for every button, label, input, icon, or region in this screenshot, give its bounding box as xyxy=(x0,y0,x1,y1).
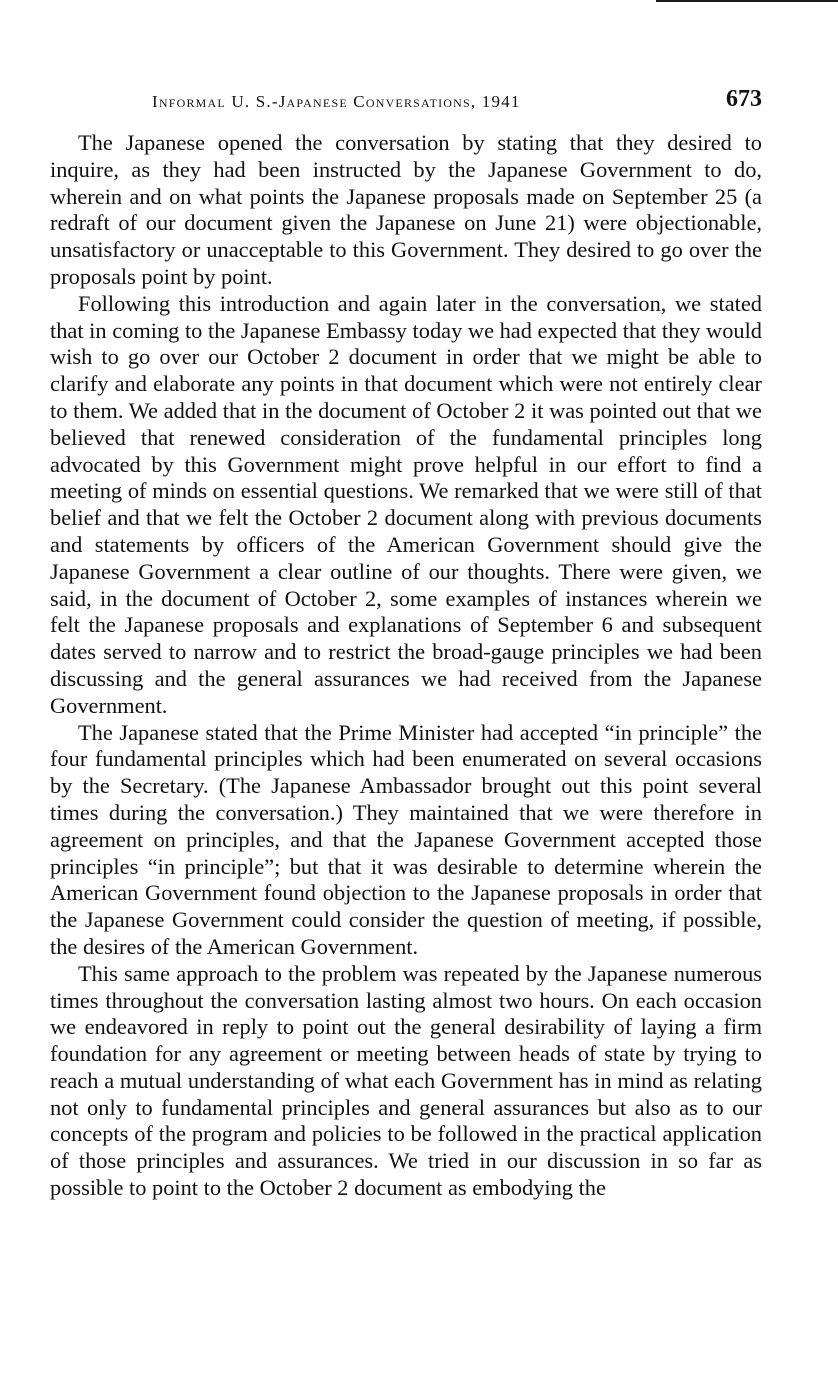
paragraph: Following this introduction and again later in the conversation, we stated that in coming to the Japanese Embassy today we had expected that they would wish to go over our October 2 document in order that we might be able to clarify and elaborate any points in that document which were not entirely clear to them. We added that in the document of October 2 it was pointed out that we believed that renewed consideration of the fundamental principles long advocated by this Government might prove helpful in our effort to find a meeting of minds on essential questions. We remarked that we were still of that belief and that we felt the October 2 document along with previous documents and statements by officers of the American Government should give the Japanese Government a clear outline of our thoughts. There were given, we said, in the document of October 2, some examples of instances wherein we felt the Japanese proposals and explanations of September 6 and subsequent dates served to narrow and to restrict the broad-gauge principles we had been discussing and the general assurances we had received from the Japanese Government. xyxy=(50,290,762,718)
top-edge-rule xyxy=(656,0,838,2)
paragraph: The Japanese opened the conversation by stating that they desired to inquire, as they had been instructed by the Japanese Government to do, wherein and on what points the Japanese proposals made on September 25 (a redraft of our document given the Japanese on June 21) were objectionable, unsatisfactory or unacceptable to this Government. They desired to go over the proposals point by point. xyxy=(50,130,762,289)
page-number: 673 xyxy=(726,86,762,112)
page-header xyxy=(50,86,762,120)
paragraph: The Japanese stated that the Prime Minister had accepted “in principle” the four fundamental principles which had been enumerated on several occasions by the Secretary. (The Japanese Ambassador brought out this point several times during the conversation.) They maintained that we were therefore in agreement on principles, and that the Japanese Government accepted those principles “in principle”; but that it was desirable to determine wherein the American Government found objection to the Japanese proposals in order that the Japanese Government could consider the question of meeting, if possible, the desires of the American Government. xyxy=(50,719,762,959)
running-head: Informal U. S.-Japanese Conversations, 1941 xyxy=(152,92,521,111)
body-text xyxy=(50,130,762,1202)
paragraph: This same approach to the problem was repeated by the Japanese numerous times throughout the conversation lasting almost two hours. On each occasion we endeavored in reply to point out the general desirability of laying a firm foundation for any agreement or meeting between heads of state by trying to reach a mutual understanding of what each Government has in mind as relating not only to fundamental principles and general assurances but also as to our concepts of the program and policies to be followed in the practical application of those principles and assurances. We tried in our discussion in so far as possible to point to the October 2 document as embodying the xyxy=(50,960,762,1201)
